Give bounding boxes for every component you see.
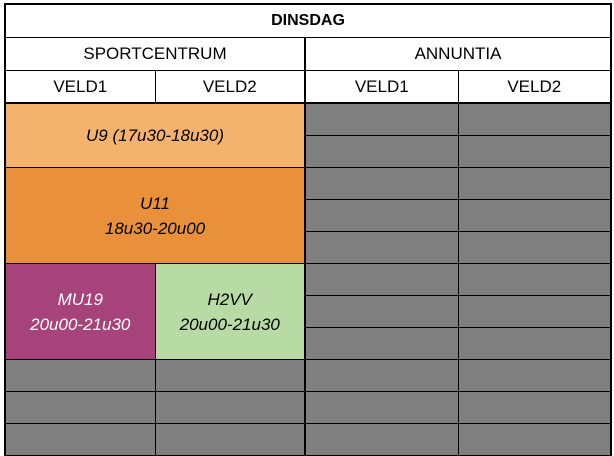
booking-u11-time: 18u30-20u00 [104,218,206,238]
field-header-annuntia-veld2: VELD2 [458,71,611,104]
free-slot [305,136,458,168]
free-slot [305,264,458,296]
free-slot [305,296,458,328]
schedule-table [4,3,612,456]
free-slot [305,200,458,232]
free-slot [155,392,305,424]
field-header-sportcentrum-veld2: VELD2 [155,71,305,104]
free-slot [305,103,458,136]
booking-u9-team: U9 [86,126,108,145]
field-header-sportcentrum-veld1: VELD1 [5,71,155,104]
booking-u9-time: (17u30-18u30) [112,126,224,145]
free-slot [305,232,458,264]
free-slot [5,360,155,392]
booking-h2vv-team: H2VV [207,289,252,309]
free-slot [458,136,611,168]
venue-header-sportcentrum: SPORTCENTRUM [5,38,305,71]
booking-u11 [5,168,305,264]
free-slot [458,360,611,392]
venue-header-annuntia: ANNUNTIA [305,38,611,71]
free-slot [5,424,155,456]
free-slot [458,232,611,264]
free-slot [458,264,611,296]
free-slot [305,424,458,456]
booking-u9 [5,103,305,168]
free-slot [155,424,305,456]
free-slot [305,168,458,200]
booking-h2vv [155,264,305,360]
free-slot [5,392,155,424]
booking-u11-team: U11 [140,193,170,213]
free-slot [305,328,458,360]
field-header-annuntia-veld1: VELD1 [305,71,458,104]
free-slot [458,424,611,456]
free-slot [458,296,611,328]
free-slot [305,392,458,424]
free-slot [458,200,611,232]
free-slot [458,392,611,424]
booking-mu19-team: MU19 [57,289,103,309]
free-slot [458,168,611,200]
free-slot [155,360,305,392]
free-slot [305,360,458,392]
booking-mu19-time: 20u00-21u30 [30,314,131,334]
day-title: DINSDAG [5,4,611,38]
booking-mu19 [5,264,155,360]
booking-h2vv-time: 20u00-21u30 [179,314,280,334]
free-slot [458,328,611,360]
free-slot [458,103,611,136]
